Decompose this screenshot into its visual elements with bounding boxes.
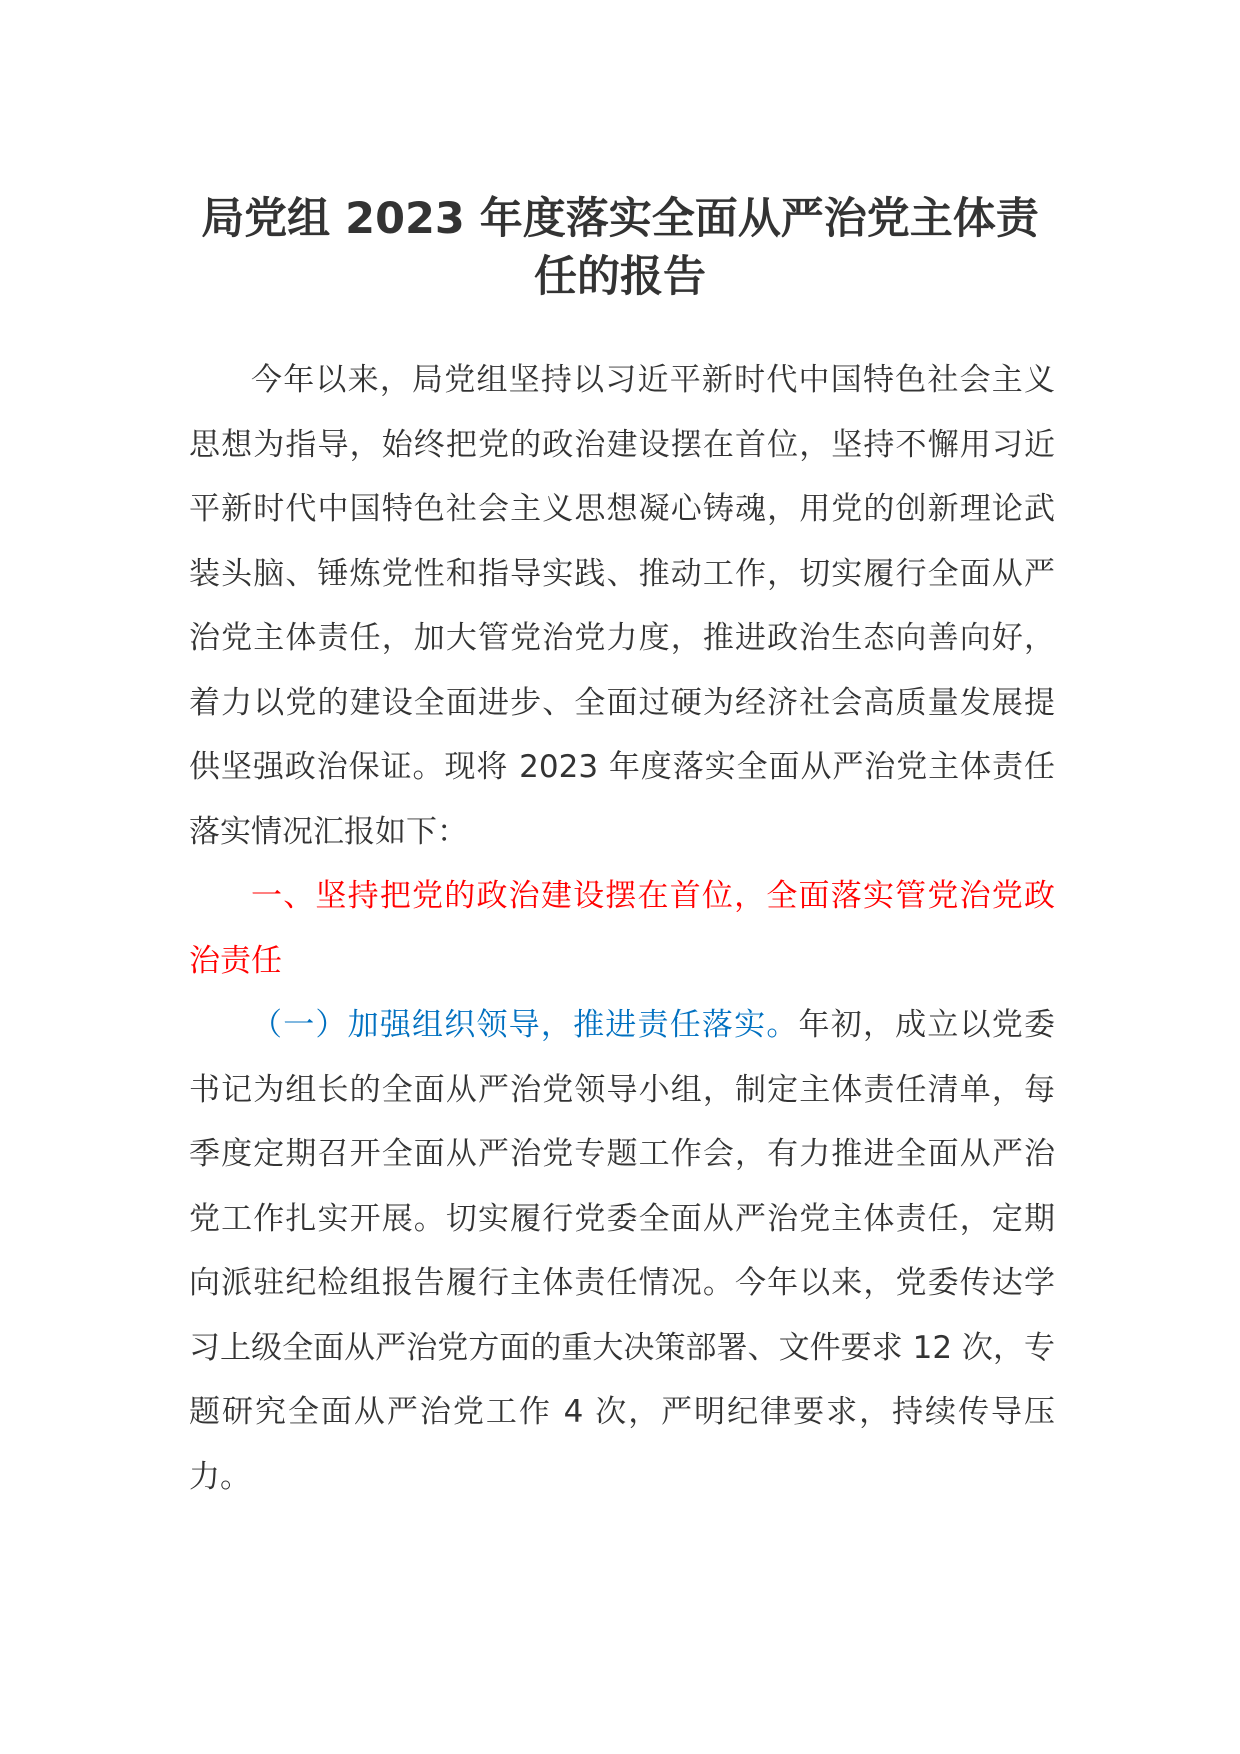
report-body [189, 348, 1055, 1509]
intro-paragraph: 今年以来，局党组坚持以习近平新时代中国特色社会主义思想为指导，始终把党的政治建设摆在首位，坚持不懈用习近平新时代中国特色社会主义思想凝心铸魂，用党的创新理论武装头脑、锤炼党性和指导实践、推动工作，切实履行全面从严治党主体责任，加大管党治党力度，推进政治生态向善向好，着力以党的建设全面进步、全面过硬为经济社会高质量发展提供坚强政治保证。现将 2023 年度落实全面从严治党主体责任落实情况汇报如下： [189, 362, 1055, 850]
subsection-paragraph [189, 993, 1055, 1509]
subsection-heading: （一）加强组织领导，推进责任落实。 [251, 1007, 799, 1043]
report-title: 局党组 2023 年度落实全面从严治党主体责任的报告 [201, 194, 1039, 302]
subsection-text: 年初，成立以党委书记为组长的全面从严治党领导小组，制定主体责任清单，每季度定期召开全面从严治党专题工作会，有力推进全面从严治党工作扎实开展。切实履行党委全面从严治党主体责任，定期向派驻纪检组报告履行主体责任情况。今年以来，党委传达学习上级全面从严治党方面的重大决策部署、文件要求 12 次，专题研究全面从严治党工作 4 次，严明纪律要求，持续传导压力。 [189, 1007, 1056, 1495]
section-heading: 一、坚持把党的政治建设摆在首位，全面落实管党治党政治责任 [189, 878, 1055, 979]
